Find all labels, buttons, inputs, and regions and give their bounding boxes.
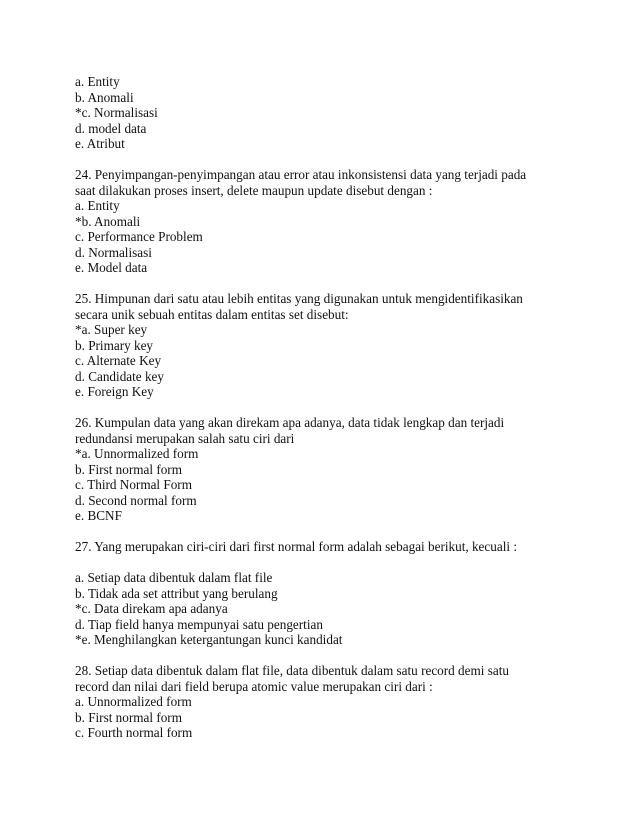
text-line: d. model data (75, 120, 147, 136)
block-gap (75, 555, 575, 571)
block-gap (75, 524, 575, 540)
text-line: a. Entity (75, 74, 120, 89)
text-line: *e. Menghilangkan ketergantungan kunci kandidat (75, 632, 343, 647)
text-line: 24. Penyimpangan-penyimpangan atau error atau inkonsistensi data yang terjadi pada (75, 167, 527, 182)
text-line: b. Anomali (75, 89, 134, 105)
text-line: saat dilakukan proses insert, delete maupun update disebut dengan : (75, 182, 433, 198)
text-line: a. Entity (75, 198, 120, 213)
text-line: *c. Normalisasi (75, 105, 158, 120)
text-line: c. Third Normal Form (75, 477, 192, 492)
text-line: b. First normal form (75, 709, 182, 725)
question-block-q27-options (75, 570, 575, 648)
text-line: a. Unnormalized form (75, 694, 192, 709)
question-block-q28 (75, 663, 575, 741)
text-line: redundansi merupakan salah satu ciri dari (75, 430, 295, 446)
text-line: *a. Unnormalized form (75, 446, 199, 461)
question-block-q23-options (75, 74, 575, 152)
text-line: c. Fourth normal form (75, 725, 193, 740)
text-line: 26. Kumpulan data yang akan direkam apa adanya, data tidak lengkap dan terjadi (75, 415, 505, 430)
question-block-q24 (75, 167, 575, 276)
text-line: 27. Yang merupakan ciri-ciri dari first normal form adalah sebagai berikut, kecuali : (75, 539, 517, 554)
text-line: e. Model data (75, 260, 148, 275)
question-block-q27-question (75, 539, 575, 555)
text-line: c. Alternate Key (75, 353, 162, 368)
text-line: d. Candidate key (75, 368, 164, 384)
text-line: c. Performance Problem (75, 229, 203, 244)
text-line: e. BCNF (75, 508, 122, 523)
block-gap (75, 648, 575, 664)
text-line: 25. Himpunan dari satu atau lebih entitas yang digunakan untuk mengidentifikasikan (75, 291, 523, 306)
text-line: d. Tiap field hanya mempunyai satu pengertian (75, 616, 323, 632)
text-line: secara unik sebuah entitas dalam entitas set disebut: (75, 306, 349, 322)
text-line: b. Primary key (75, 337, 154, 353)
block-gap (75, 400, 575, 416)
text-line: b. First normal form (75, 461, 182, 477)
question-block-q26 (75, 415, 575, 524)
text-line: b. Tidak ada set attribut yang berulang (75, 585, 278, 601)
text-line: *a. Super key (75, 322, 148, 337)
text-line: a. Setiap data dibentuk dalam flat file (75, 570, 273, 585)
text-line: *b. Anomali (75, 213, 141, 229)
question-block-q25 (75, 291, 575, 400)
text-line: d. Normalisasi (75, 244, 152, 260)
document-page (75, 74, 575, 741)
block-gap (75, 152, 575, 168)
text-line: d. Second normal form (75, 492, 197, 508)
text-line: *c. Data direkam apa adanya (75, 601, 228, 616)
block-gap (75, 276, 575, 292)
text-line: record dan nilai dari field berupa atomic value merupakan ciri dari : (75, 678, 433, 694)
text-line: e. Atribut (75, 136, 125, 151)
text-line: e. Foreign Key (75, 384, 154, 399)
text-line: 28. Setiap data dibentuk dalam flat file, data dibentuk dalam satu record demi satu (75, 663, 509, 678)
